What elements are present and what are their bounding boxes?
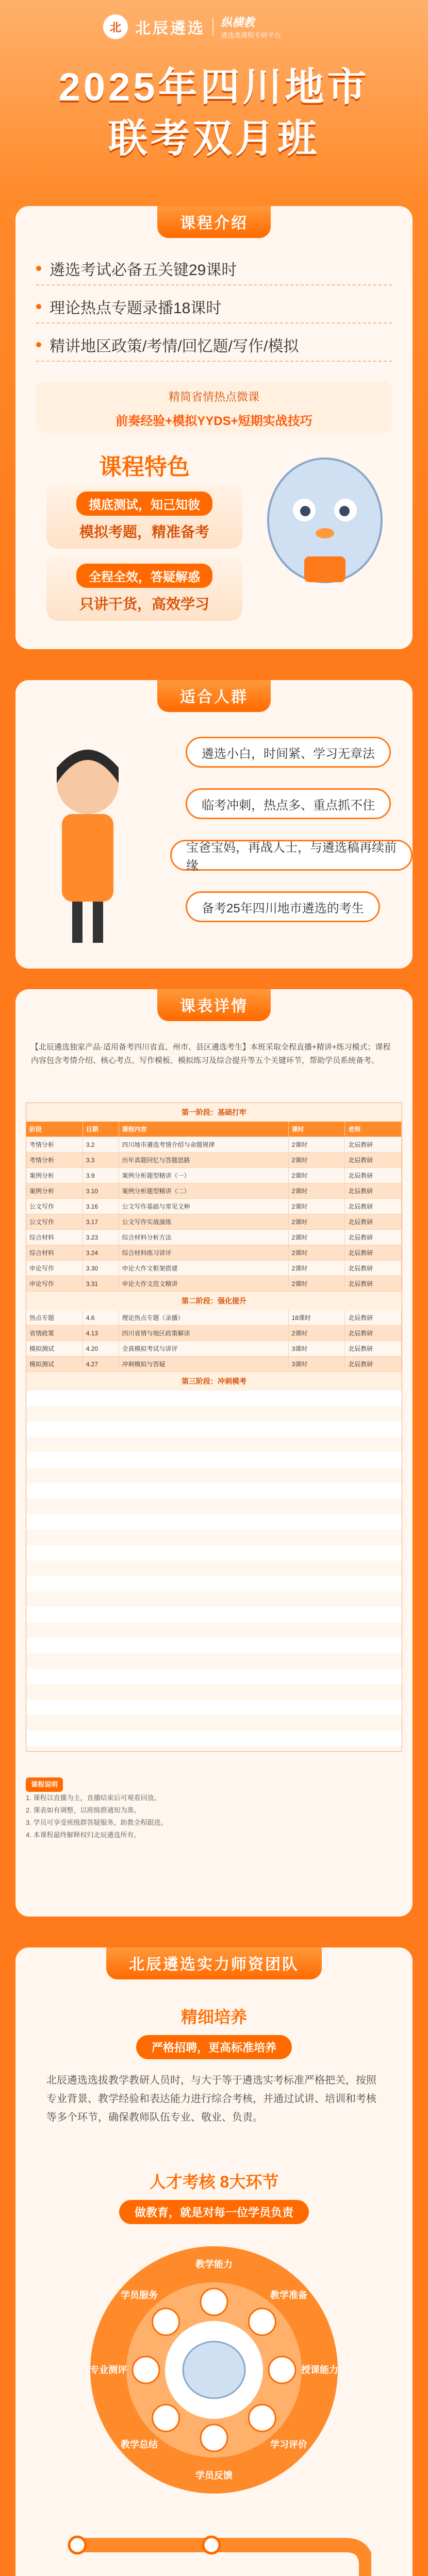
course-intro-section xyxy=(15,206,413,649)
wheel-label: 教学准备 xyxy=(270,2290,307,2301)
table-cell: 考情分析 xyxy=(26,1137,83,1152)
table-cell: 北辰教研 xyxy=(345,1183,402,1198)
feature-text: 只讲干货，高效学习 xyxy=(79,596,209,612)
table-cell: 北辰教研 xyxy=(345,1168,402,1183)
feature-text: 模拟考题，精准备考 xyxy=(79,524,209,540)
table-cell: 案例分析 xyxy=(26,1183,83,1198)
col-header: 阶段 xyxy=(26,1122,83,1137)
table-header xyxy=(26,1122,402,1137)
table-row xyxy=(26,1199,402,1214)
brand-name: 北辰遴选 xyxy=(135,20,205,37)
table-cell: 北辰教研 xyxy=(345,1341,402,1356)
assessment-wheel xyxy=(85,2241,343,2499)
table-cell: 公文写作 xyxy=(26,1214,83,1229)
table-cell: 2课时 xyxy=(289,1214,345,1229)
table-cell: 2课时 xyxy=(289,1183,345,1198)
table-cell: 热点专题 xyxy=(26,1310,83,1325)
wheel-label: 教学总结 xyxy=(121,2439,158,2450)
table-cell: 北辰教研 xyxy=(345,1326,402,1341)
faculty-paragraph: 北辰遴选选拔教学教研人员时，与大于等于遴选实考标准严格把关，按照专业背景、教学经验和表达能力进行综合考核，并通过试讲、培训和考核等多个环节，确保教师队伍专业、敬业、负责。 xyxy=(46,2075,376,2123)
table-row xyxy=(26,1214,402,1230)
table-cell: 2课时 xyxy=(289,1245,345,1260)
intro-bullet xyxy=(36,252,392,285)
table-row xyxy=(26,1261,402,1276)
audience-section xyxy=(15,680,413,969)
assess-pill: 做教育，就是对每一位学员负责 xyxy=(119,2200,309,2224)
table-cell: 4.6 xyxy=(83,1310,119,1325)
growth-path-icon xyxy=(57,2524,371,2576)
table-cell: 2课时 xyxy=(289,1261,345,1276)
wheel-node-icon xyxy=(249,2309,275,2335)
mascot-icon xyxy=(258,443,392,598)
wheel-label: 教学能力 xyxy=(195,2259,233,2269)
table-cell: 3课时 xyxy=(289,1341,345,1356)
table-row xyxy=(26,1326,402,1341)
table-cell: 3.16 xyxy=(83,1199,119,1214)
bullet-dot-icon xyxy=(36,266,41,271)
table-cell: 3.31 xyxy=(83,1276,119,1291)
table-cell: 公文写作实战演练 xyxy=(119,1214,289,1229)
wheel-node-icon xyxy=(249,2404,275,2431)
table-cell: 2课时 xyxy=(289,1137,345,1152)
hero-title-line2: 联考双月班 xyxy=(108,117,320,161)
wheel-node-icon xyxy=(201,2289,227,2315)
feature-pill: 摸底测试，知己知彼 xyxy=(76,492,212,516)
person-illustration-icon xyxy=(31,737,144,953)
wheel-label: 学员服务 xyxy=(121,2290,158,2301)
col-header: 课程内容 xyxy=(119,1122,289,1137)
table-cell: 2课时 xyxy=(289,1153,345,1167)
table-cell: 北辰教研 xyxy=(345,1245,402,1260)
table-cell: 案例分析 xyxy=(26,1168,83,1183)
wheel-node-icon xyxy=(201,2425,227,2451)
wheel-node-icon xyxy=(153,2309,179,2335)
note-line: 4. 本课程最终解释权归北辰遴选所有。 xyxy=(26,1831,141,1839)
wheel-label: 学员反馈 xyxy=(195,2470,233,2481)
table-cell: 四川省情与地区政策解读 xyxy=(119,1326,289,1341)
feature-pill: 全程全效，答疑解惑 xyxy=(76,564,212,588)
table-row xyxy=(26,1357,402,1372)
table-cell: 3.9 xyxy=(83,1168,119,1183)
hero-title xyxy=(0,62,428,165)
table-cell: 3.24 xyxy=(83,1245,119,1260)
notice-line1: 精简省情热点微课 xyxy=(168,391,259,403)
note-line: 1. 课程以直播为主，直播结束后可观看回放。 xyxy=(26,1794,161,1802)
table-cell: 公文写作基础与常见文种 xyxy=(119,1199,289,1214)
col-header: 课时 xyxy=(289,1122,345,1137)
table-cell: 3.3 xyxy=(83,1153,119,1167)
table-cell: 3.23 xyxy=(83,1230,119,1245)
schedule-notes xyxy=(26,1777,402,1841)
logo-divider xyxy=(212,18,213,36)
faculty-section xyxy=(15,1947,413,2576)
brand-logo xyxy=(103,12,281,41)
table-cell: 北辰教研 xyxy=(345,1357,402,1371)
table-row xyxy=(26,1310,402,1326)
faculty-heading: 北辰遴选实力师资团队 xyxy=(106,1947,322,1979)
table-cell: 四川地市遴选考情介绍与命题规律 xyxy=(119,1137,289,1152)
table-cell: 公文写作 xyxy=(26,1199,83,1214)
table-cell: 申论写作 xyxy=(26,1261,83,1276)
table-cell: 18课时 xyxy=(289,1310,345,1325)
table-cell: 2课时 xyxy=(289,1199,345,1214)
table-cell: 综合材料 xyxy=(26,1230,83,1245)
table-row xyxy=(26,1245,402,1261)
note-line: 3. 学员可享受班级群答疑服务，助教全程跟进。 xyxy=(26,1819,168,1826)
table-cell: 3.30 xyxy=(83,1261,119,1276)
table-cell: 申论大作文框架搭建 xyxy=(119,1261,289,1276)
col-header: 日期 xyxy=(83,1122,119,1137)
table-cell: 案例分析题型精讲（二） xyxy=(119,1183,289,1198)
faculty-sub-heading: 精细培养 xyxy=(180,2008,248,2026)
table-cell: 省情政策 xyxy=(26,1326,83,1341)
intro-bullet xyxy=(36,329,392,362)
table-cell: 北辰教研 xyxy=(345,1276,402,1291)
schedule-section xyxy=(15,989,413,1917)
table-cell: 理论热点专题（录播） xyxy=(119,1310,289,1325)
table-cell: 案例分析题型精讲（一） xyxy=(119,1168,289,1183)
intro-bullet-text: 理论热点专题录播18课时 xyxy=(50,300,222,317)
table-cell: 北辰教研 xyxy=(345,1310,402,1325)
table-cell: 综合材料分析方法 xyxy=(119,1230,289,1245)
feature-group xyxy=(46,484,242,549)
table-cell: 申论大作文范文精讲 xyxy=(119,1276,289,1291)
phase1-title: 第一阶段：基础打牢 xyxy=(26,1103,402,1122)
table-row xyxy=(26,1137,402,1153)
table-row xyxy=(26,1168,402,1183)
bullet-dot-icon xyxy=(36,304,41,309)
feature-group xyxy=(46,556,242,621)
table-cell: 北辰教研 xyxy=(345,1153,402,1167)
table-row xyxy=(26,1183,402,1199)
table-cell: 历年真题回忆与答题思路 xyxy=(119,1153,289,1167)
audience-heading: 适合人群 xyxy=(157,680,271,712)
wheel-node-icon xyxy=(269,2357,295,2383)
notice-line2: 前奏经验+模拟YYDS+短期实战技巧 xyxy=(116,414,312,428)
table-row xyxy=(26,1230,402,1245)
schedule-table xyxy=(26,1103,402,1752)
table-row xyxy=(26,1276,402,1292)
table-cell: 北辰教研 xyxy=(345,1230,402,1245)
assess-title: 人才考核 8大环节 xyxy=(149,2173,279,2191)
wheel-label: 专业测评 xyxy=(90,2365,127,2375)
phase2-title: 第二阶段：强化提升 xyxy=(26,1292,402,1310)
table-cell: 冲刺模拟与答疑 xyxy=(119,1357,289,1371)
wheel-node-icon xyxy=(133,2357,159,2383)
brand-sub-title: 纵横教 xyxy=(221,16,255,29)
table-cell: 北辰教研 xyxy=(345,1214,402,1229)
brand-sub xyxy=(221,14,281,40)
table-cell: 4.13 xyxy=(83,1326,119,1341)
course-intro-heading: 课程介绍 xyxy=(157,206,271,238)
intro-bullet-text: 遴选考试必备五关键29课时 xyxy=(50,262,237,279)
schedule-intro: 【北辰遴选独家产品·适用备考四川省直、州市、县区遴选考生】本班采取全程直播+精讲+练习模式；课程内容包含考情介绍、核心考点、写作模板、模拟练习及综合提升等五个关键环节，帮助学员系统备考。 xyxy=(31,1043,391,1065)
intro-notice xyxy=(36,381,392,433)
audience-tag: 备考25年四川地市遴选的考生 xyxy=(186,891,380,922)
table-cell: 考情分析 xyxy=(26,1153,83,1167)
table-cell: 4.20 xyxy=(83,1341,119,1356)
table-cell: 2课时 xyxy=(289,1326,345,1341)
table-cell: 模拟测试 xyxy=(26,1341,83,1356)
notes-label: 课程说明 xyxy=(26,1777,63,1792)
intro-bullet-text: 精讲地区政策/考情/回忆题/写作/模拟 xyxy=(50,338,299,355)
logo-mark-icon: 北 xyxy=(103,14,128,39)
table-row xyxy=(26,1341,402,1357)
table-cell: 3课时 xyxy=(289,1357,345,1371)
table-cell: 2课时 xyxy=(289,1230,345,1245)
wheel-label: 授课能力 xyxy=(301,2365,338,2375)
audience-tag: 宝爸宝妈，再战人士，与遴选稿再续前缘 xyxy=(170,840,413,871)
hero-title-line1: 2025年四川地市 xyxy=(58,65,370,109)
phase3-title: 第三阶段：冲刺模考 xyxy=(26,1372,402,1391)
table-row xyxy=(26,1153,402,1168)
table-cell: 综合材料练习讲评 xyxy=(119,1245,289,1260)
table-cell: 综合材料 xyxy=(26,1245,83,1260)
intro-bullet xyxy=(36,291,392,324)
features-title: 课程特色 xyxy=(99,454,190,480)
table-cell: 4.27 xyxy=(83,1357,119,1371)
col-header: 老师 xyxy=(345,1122,402,1137)
faculty-pill: 严格招聘，更高标准培养 xyxy=(136,2035,292,2059)
table-cell: 北辰教研 xyxy=(345,1199,402,1214)
table-cell: 3.17 xyxy=(83,1214,119,1229)
wheel-label: 学习评价 xyxy=(270,2439,307,2450)
table-cell: 3.10 xyxy=(83,1183,119,1198)
table-cell: 北辰教研 xyxy=(345,1261,402,1276)
table-cell: 2课时 xyxy=(289,1168,345,1183)
table-cell: 全真模拟考试与讲评 xyxy=(119,1341,289,1356)
phase1-rows xyxy=(26,1137,402,1292)
table-cell: 北辰教研 xyxy=(345,1137,402,1152)
audience-tag: 临考冲刺，热点多、重点抓不住 xyxy=(186,788,391,819)
audience-tag: 遴选小白，时间紧、学习无章法 xyxy=(186,737,391,768)
bullet-dot-icon xyxy=(36,342,41,347)
table-cell: 3.2 xyxy=(83,1137,119,1152)
phase2-rows xyxy=(26,1310,402,1372)
phase3-rows xyxy=(26,1391,402,1751)
table-cell: 申论写作 xyxy=(26,1276,83,1291)
table-cell: 模拟测试 xyxy=(26,1357,83,1371)
wheel-node-icon xyxy=(153,2404,179,2431)
note-line: 2. 课表如有调整，以班级群通知为准。 xyxy=(26,1806,141,1814)
schedule-heading: 课表详情 xyxy=(157,989,271,1021)
brand-sub-caption: 遴选类课程专研平台 xyxy=(221,31,282,39)
table-cell: 2课时 xyxy=(289,1276,345,1291)
